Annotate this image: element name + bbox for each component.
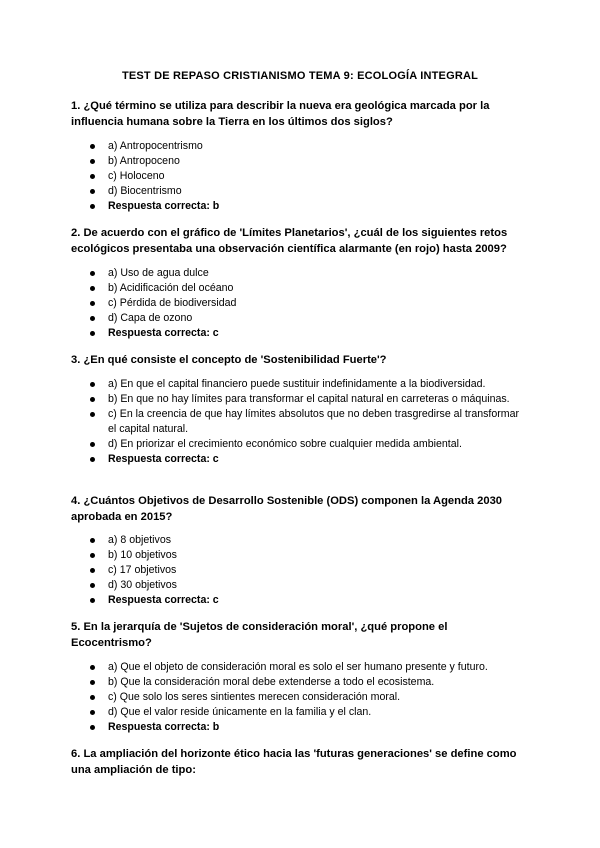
option-d: d) 30 objetivos [80, 578, 520, 593]
option-c: c) En la creencia de que hay límites absolutos que no deben trasgredirse al transformar el capital natural. [80, 407, 520, 437]
question-2-options [80, 266, 520, 341]
option-b: b) 10 objetivos [80, 548, 520, 563]
option-b: b) En que no hay límites para transformar el capital natural en carreteras o máquinas. [80, 392, 520, 407]
option-a: a) Que el objeto de consideración moral es solo el ser humano presente y futuro. [80, 660, 520, 675]
option-c: c) Pérdida de biodiversidad [80, 296, 520, 311]
question-4-options [80, 533, 520, 608]
option-d: d) Capa de ozono [80, 311, 520, 326]
correct-answer: Respuesta correcta: c [80, 452, 520, 467]
option-a: a) Antropocentrismo [80, 139, 520, 154]
question-5-text: 5. En la jerarquía de 'Sujetos de consideración moral', ¿qué propone el Ecocentrismo? [71, 621, 448, 649]
correct-answer: Respuesta correcta: b [80, 199, 520, 214]
option-d: d) Biocentrismo [80, 184, 520, 199]
question-1-text: 1. ¿Qué término se utiliza para describir la nueva era geológica marcada por la influencia humana sobre la Tierra en los últimos dos siglos? [71, 100, 490, 128]
option-a: a) En que el capital financiero puede sustituir indefinidamente a la biodiversidad. [80, 377, 520, 392]
option-b: b) Acidificación del océano [80, 281, 520, 296]
question-5-options [80, 660, 520, 735]
question-1-options [80, 139, 520, 214]
correct-answer: Respuesta correcta: b [80, 720, 520, 735]
question-6-text: 6. La ampliación del horizonte ético hacia las 'futuras generaciones' se define como una ampliación de tipo: [71, 748, 517, 776]
option-d: d) Que el valor reside únicamente en la familia y el clan. [80, 705, 520, 720]
option-b: b) Que la consideración moral debe extenderse a todo el ecosistema. [80, 675, 520, 690]
question-4-text: 4. ¿Cuántos Objetivos de Desarrollo Sostenible (ODS) componen la Agenda 2030 aprobada en 2015? [71, 495, 503, 523]
option-d: d) En priorizar el crecimiento económico sobre cualquier medida ambiental. [80, 437, 520, 452]
correct-answer: Respuesta correcta: c [80, 593, 520, 608]
option-a: a) Uso de agua dulce [80, 266, 520, 281]
option-c: c) Holoceno [80, 169, 520, 184]
option-a: a) 8 objetivos [80, 533, 520, 548]
option-b: b) Antropoceno [80, 154, 520, 169]
question-3-text: 3. ¿En qué consiste el concepto de 'Sostenibilidad Fuerte'? [71, 354, 387, 366]
question-3-options [80, 377, 520, 466]
question-2-text: 2. De acuerdo con el gráfico de 'Límites Planetarios', ¿cuál de los siguientes retos ecológicos presentaba una observación científica alarmante (en rojo) hasta 2009? [71, 227, 508, 255]
option-c: c) Que solo los seres sintientes merecen consideración moral. [80, 690, 520, 705]
page-title: TEST DE REPASO CRISTIANISMO TEMA 9: ECOLOGÍA INTEGRAL [121, 70, 479, 82]
correct-answer: Respuesta correcta: c [80, 326, 520, 341]
option-c: c) 17 objetivos [80, 563, 520, 578]
